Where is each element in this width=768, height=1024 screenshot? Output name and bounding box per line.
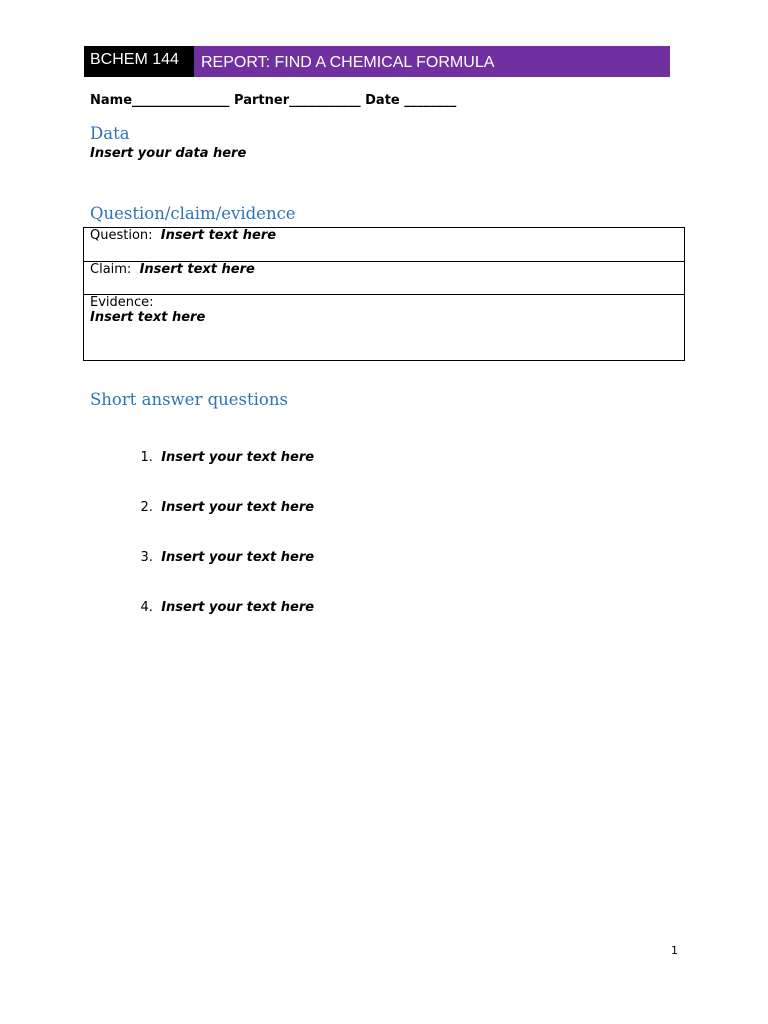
item-number: 4. [140,600,153,615]
list-item[interactable] [124,585,314,635]
report-header [84,46,670,77]
report-title: REPORT: FIND A CHEMICAL FORMULA [194,46,670,77]
item-text[interactable]: Insert your text here [161,600,315,615]
page-number: 1 [671,944,678,957]
item-text[interactable]: Insert your text here [161,500,315,515]
item-number: 3. [140,550,153,565]
name-partner-date-line[interactable]: Name_______________ Partner___________ Date ________ [90,93,457,108]
claim-row[interactable] [84,262,684,295]
claim-value[interactable]: Insert text here [139,262,255,277]
question-value[interactable]: Insert text here [160,228,277,243]
qce-heading: Question/claim/evidence [90,204,296,223]
claim-label: Claim: [90,262,132,277]
evidence-value[interactable]: Insert text here [90,310,206,325]
short-answer-heading: Short answer questions [90,390,288,409]
list-item[interactable] [124,535,314,585]
item-number: 1. [140,450,153,465]
item-number: 2. [140,500,153,515]
list-item[interactable] [124,435,314,485]
evidence-row[interactable] [84,295,684,360]
question-label: Question: [90,228,153,243]
item-text[interactable]: Insert your text here [161,450,315,465]
list-item[interactable] [124,485,314,535]
data-heading: Data [90,124,130,143]
item-text[interactable]: Insert your text here [161,550,315,565]
evidence-label: Evidence: [90,295,154,310]
short-answer-list [124,435,314,635]
qce-table [83,227,685,361]
question-row[interactable] [84,228,684,262]
data-placeholder[interactable]: Insert your data here [90,146,247,161]
course-code: BCHEM 144 [84,46,194,77]
